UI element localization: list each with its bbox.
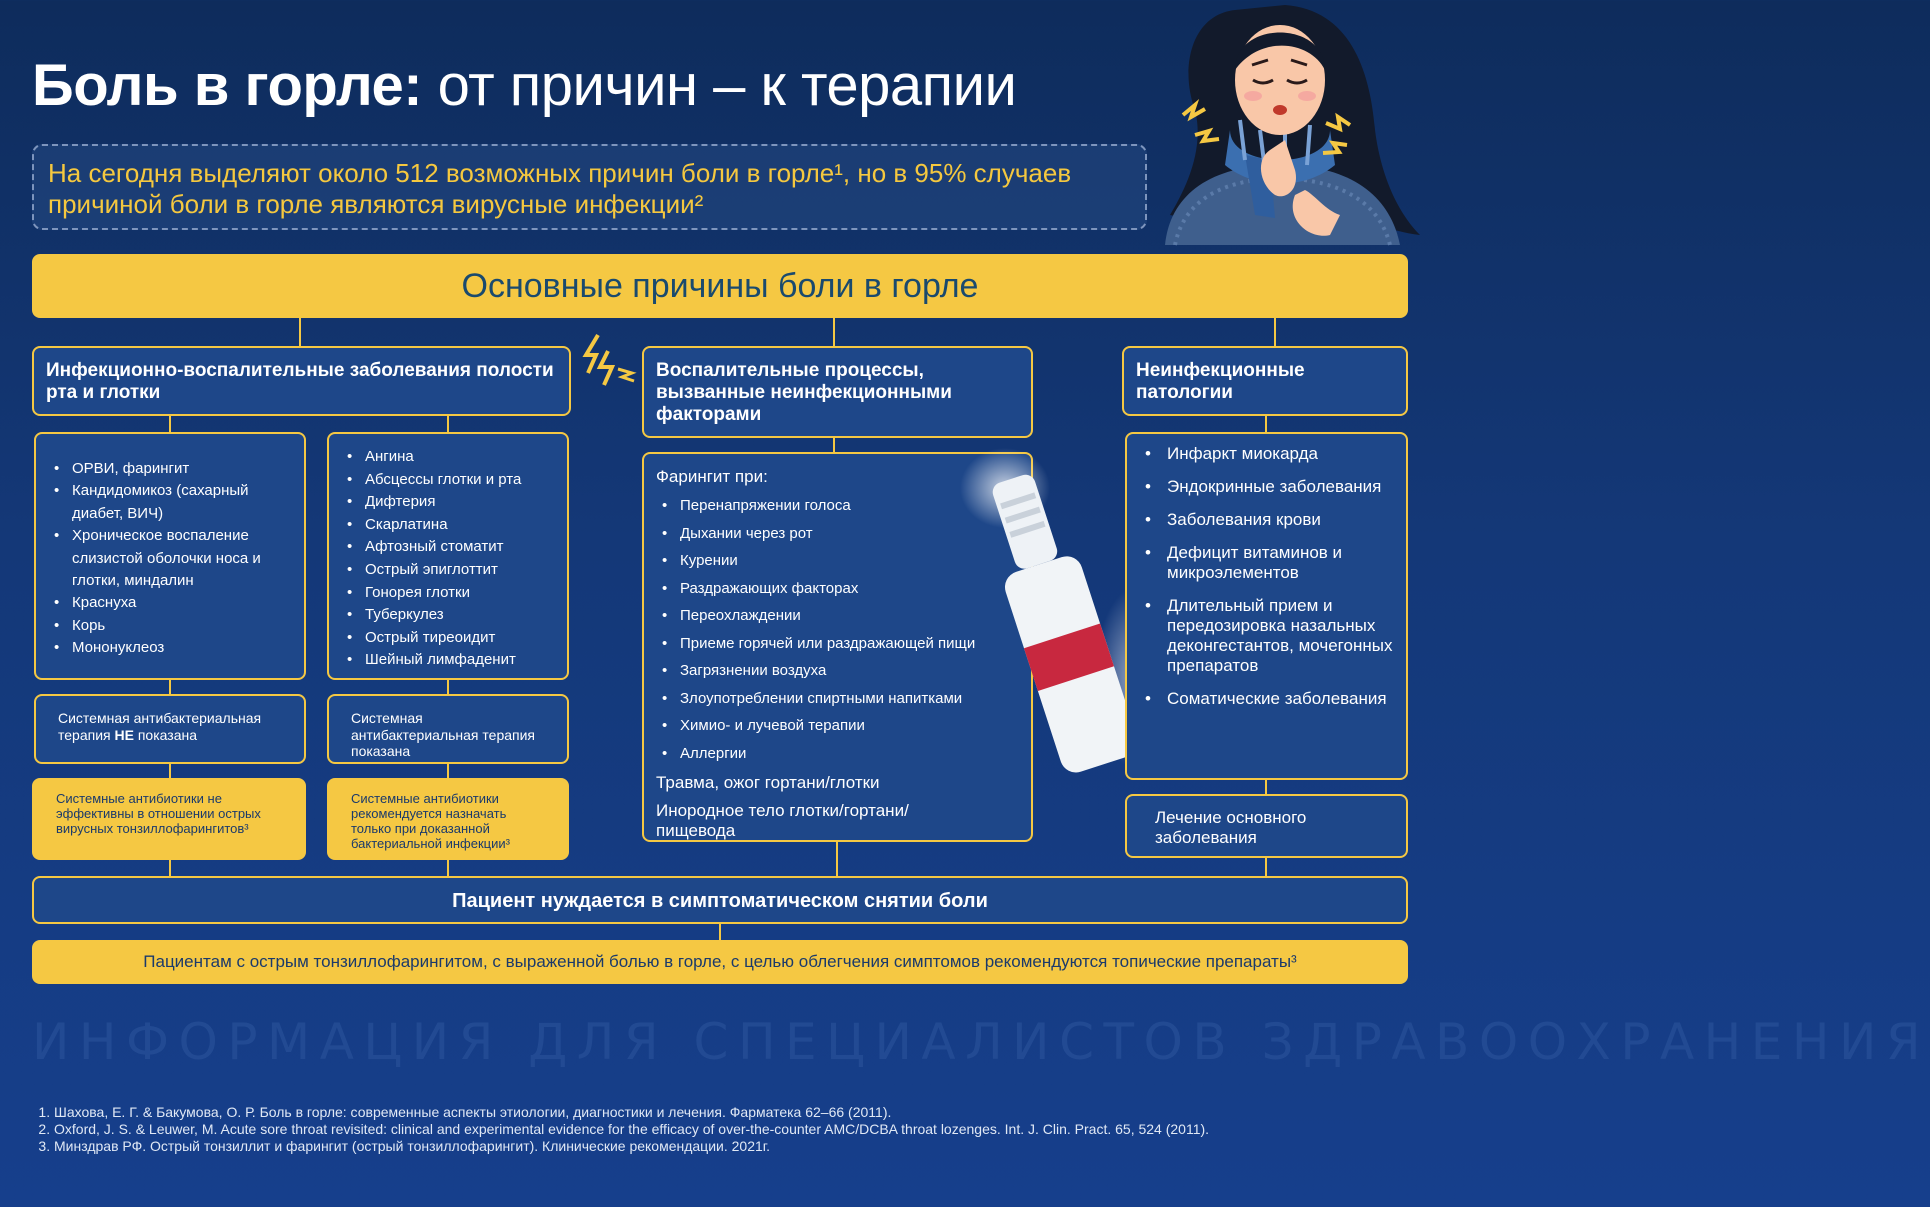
list-item: • Химио- и лучевой терапии (656, 712, 1019, 740)
list-item: • Туберкулез (341, 604, 555, 627)
topical-recommendation-box: Пациентам с острым тонзиллофарингитом, с выраженной болью в горле, с целью облегчения симптомов рекомендуются топические препараты³ (32, 940, 1408, 984)
systemic-text-bold: НЕ (114, 726, 134, 743)
list-item: • Инфаркт миокарда (1139, 444, 1394, 464)
list-item: • Дыхании через рот (656, 520, 1019, 548)
trauma-item: Травма, ожог гортани/глотки (656, 773, 880, 792)
list-item: • Злоупотреблении спиртными напитками (656, 685, 1019, 713)
sick-girl-illustration (1135, 0, 1425, 245)
list-item: • Мононуклеоз (48, 637, 292, 659)
connector (833, 318, 835, 346)
reference-item: 3. Минздрав РФ. Острый тонзиллит и фарингит (острый тонзиллофарингит). Клинические рекомендации. 2021г. (54, 1138, 1416, 1155)
list-item: • Аллергии (656, 740, 1019, 768)
references (36, 1104, 1416, 1155)
list-item: • Кандидомикоз (сахарный диабет, ВИЧ) (48, 480, 292, 525)
list-item: • Абсцессы глотки и рта (341, 469, 555, 492)
systemic-text-pre: Системная антибактериальная терапия (58, 710, 262, 743)
list-item: • Заболевания крови (1139, 510, 1394, 530)
reference-item: 1. Шахова, Е. Г. & Бакумова, О. Р. Боль в горле: современные аспекты этиологии, диагностики и лечения. Фарматека 62–66 (2011). (54, 1104, 1416, 1121)
intro-box: На сегодня выделяют около 512 возможных причин боли в горле¹, но в 95% случаев причиной боли в горле являются вирусные инфекции² (32, 144, 1147, 230)
connector (719, 924, 721, 940)
list-item: • Скарлатина (341, 514, 555, 537)
connector (1265, 780, 1267, 794)
category-inflammatory: Воспалительные процессы, вызванные неинфекционными факторами (642, 346, 1033, 438)
symptomatic-relief-box: Пациент нуждается в симптоматическом снятии боли (32, 876, 1408, 924)
list-item: • Приеме горячей или раздражающей пищи (656, 630, 1019, 658)
page-title-bold: Боль в горле: (32, 53, 423, 118)
list-item: • Афтозный стоматит (341, 536, 555, 559)
connector (169, 680, 171, 694)
connector (447, 416, 449, 432)
connector (1265, 416, 1267, 432)
reference-item: 2. Oxford, J. S. & Leuwer, M. Acute sore throat revisited: clinical and experimental evidence for the efficacy of over-the-counter AMC/DCBA throat lozenges. Int. J. Clin. Pract. 65, 524 (2011). (54, 1121, 1416, 1138)
list-item: • Длительный прием и передозировка назальных деконгестантов, мочегонных препаратов (1139, 596, 1394, 676)
list-item: • Гонорея глотки (341, 582, 555, 605)
list-item: • Краснуха (48, 592, 292, 614)
connector (299, 318, 301, 346)
list-item: • Острый эпиглоттит (341, 559, 555, 582)
page-title-rest: от причин – к терапии (422, 53, 1017, 118)
page-title (32, 52, 1016, 120)
list-item: • Перенапряжении голоса (656, 492, 1019, 520)
systemic-therapy-indicated: Системная антибактериальная терапия показана (327, 694, 569, 764)
list-item: • Дефицит витаминов и микроэлементов (1139, 543, 1394, 583)
list-item: • Курении (656, 547, 1019, 575)
connector (169, 764, 171, 778)
list-item: • Корь (48, 615, 292, 637)
list-item: • Соматические заболевания (1139, 689, 1394, 709)
connector (833, 438, 835, 452)
connector (447, 860, 449, 876)
foreign-body-item: Инородное тело глотки/гортани/ пищевода (656, 801, 909, 840)
list-item: • Ангина (341, 446, 555, 469)
list-item: • Раздражающих факторах (656, 575, 1019, 603)
infectious-list-bacterial (327, 432, 569, 680)
connector (447, 764, 449, 778)
antibiotics-note-viral: Системные антибиотики не эффективны в отношении острых вирусных тонзиллофарингитов³ (32, 778, 306, 860)
connector (1265, 858, 1267, 876)
list-item: • ОРВИ, фарингит (48, 458, 292, 480)
category-noninfectious: Неинфекционные патологии (1122, 346, 1408, 416)
noninfectious-list (1125, 432, 1408, 780)
connector (1274, 318, 1276, 346)
list-item: • Шейный лимфаденит (341, 649, 555, 672)
list-item: • Хроническое воспаление слизистой оболочки носа и глотки, миндалин (48, 525, 292, 592)
infectious-list-viral (34, 432, 306, 680)
pharyngitis-heading: Фарингит при: (656, 467, 768, 486)
watermark: ИНФОРМАЦИЯ ДЛЯ СПЕЦИАЛИСТОВ ЗДРАВООХРАНЕНИЯ (32, 1013, 1930, 1071)
list-item: • Загрязнении воздуха (656, 657, 1019, 685)
list-item: • Острый тиреоидит (341, 627, 555, 650)
connector (169, 416, 171, 432)
connector (447, 680, 449, 694)
connector (169, 860, 171, 876)
treat-underlying-disease: Лечение основного заболевания (1125, 794, 1408, 858)
list-item: • Эндокринные заболевания (1139, 477, 1394, 497)
lightning-icon (578, 333, 636, 387)
list-item: • Переохлаждении (656, 602, 1019, 630)
main-causes-banner: Основные причины боли в горле (32, 254, 1408, 318)
antibiotics-note-bacterial: Системные антибиотики рекомендуется назначать только при доказанной бактериальной инфекции³ (327, 778, 569, 860)
systemic-therapy-not-indicated (34, 694, 306, 764)
systemic-text-post: показана (133, 726, 197, 743)
category-infectious: Инфекционно-воспалительные заболевания полости рта и глотки (32, 346, 571, 416)
list-item: • Дифтерия (341, 491, 555, 514)
connector (836, 842, 838, 876)
